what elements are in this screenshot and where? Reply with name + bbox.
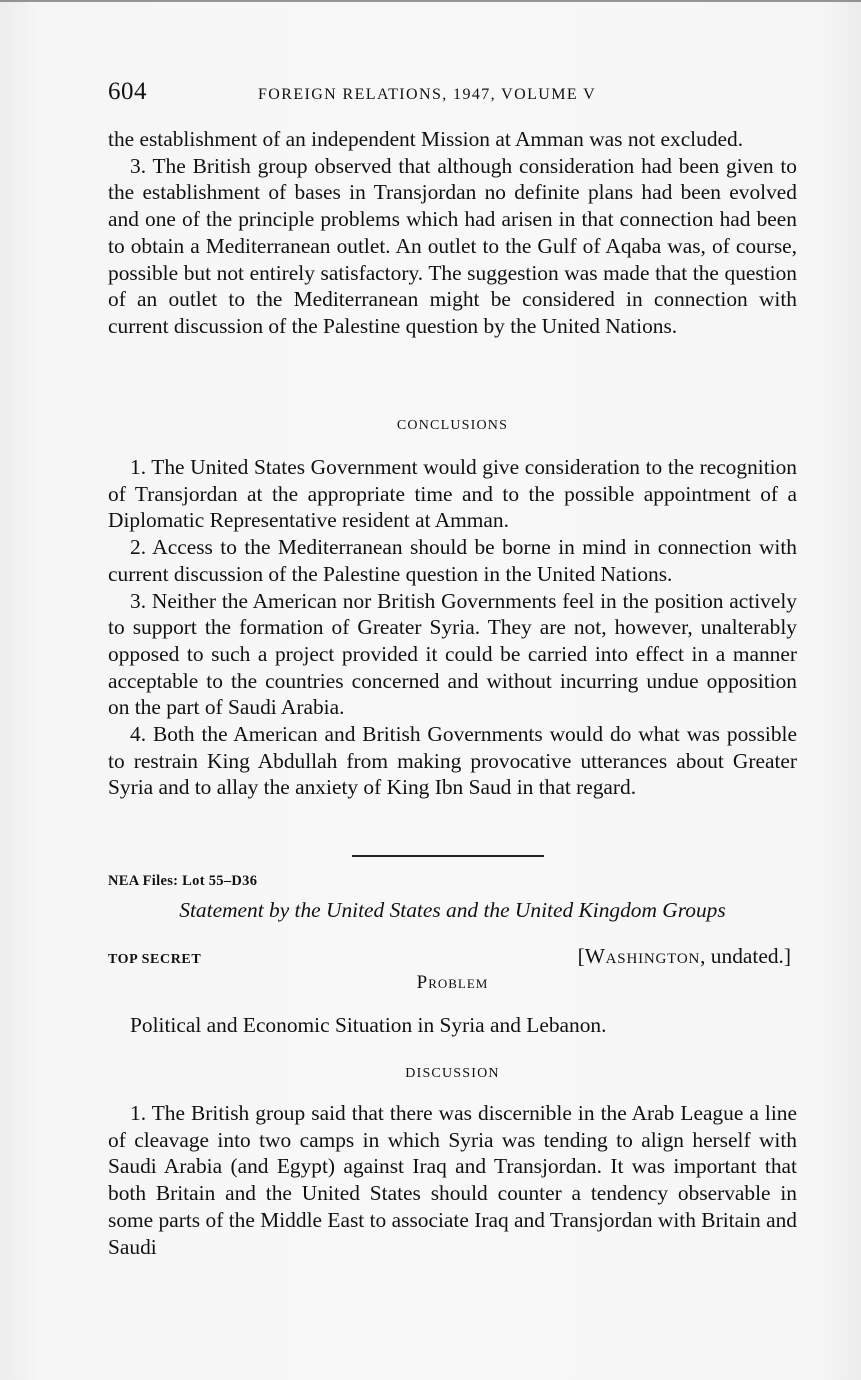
opening-section — [108, 126, 797, 340]
paragraph-3: 3. The British group observed that although consideration had been given to the establishment of bases in Transjordan no definite plans had been evolved and one of the principle problems which had arisen in that connection had been to obtain a Mediterranean outlet. An outlet to the Gulf of Aqaba was, of course, possible but not entirely satisfactory. The suggestion was made that the question of an outlet to the Mediterranean might be considered in connection with current discussion of the Palestine question by the United Nations. — [108, 153, 797, 338]
discussion-heading: DISCUSSION — [405, 1066, 500, 1081]
problem-text: Political and Economic Situation in Syria and Lebanon. — [130, 1013, 607, 1037]
dateline-open: [ — [577, 944, 585, 968]
problem-heading: Problem — [416, 972, 489, 993]
classification-label: TOP SECRET — [108, 952, 202, 967]
continuation-paragraph: the establishment of an independent Mission at Amman was not excluded. — [108, 127, 744, 151]
discussion-paragraph-1: 1. The British group said that there was discernible in the Arab League a line of cleavage into two camps in which Syria was tending to align herself with Saudi Arabia (and Egypt) against Iraq and Transjordan. It was important that both Britain and the United States should counter a tendency observable in some parts of the Middle East to associate Iraq and Transjordan with Britain and Saudi — [108, 1101, 797, 1259]
discussion-section — [108, 1100, 797, 1260]
section-divider — [352, 855, 544, 857]
conclusion-item-4: 4. Both the American and British Governments would do what was possible to restrain King Abdullah from making provocative utterances about Greater Syria and to allay the anxiety of King Ibn Saud in that regard. — [108, 722, 797, 800]
top-edge-rule — [0, 0, 861, 2]
running-title: FOREIGN RELATIONS, 1947, VOLUME V — [258, 86, 597, 103]
dateline-rest: , undated.] — [700, 944, 791, 968]
statement-title: Statement by the United States and the United Kingdom Groups — [179, 898, 726, 922]
running-head — [108, 78, 798, 108]
page-number: 604 — [108, 78, 147, 105]
conclusions-list — [108, 454, 797, 801]
conclusion-item-2: 2. Access to the Mediterranean should be borne in mind in connection with current discussion of the Palestine question in the United Nations. — [108, 535, 797, 586]
dateline — [578, 944, 791, 969]
file-reference: NEA Files: Lot 55–D36 — [108, 873, 258, 889]
problem-section — [108, 1012, 797, 1039]
conclusion-item-1: 1. The United States Government would give consideration to the recognition of Transjordan at the appropriate time and to the possible appointment of a Diplomatic Representative resident at Amman. — [108, 455, 797, 533]
conclusion-item-3: 3. Neither the American nor British Governments feel in the position actively to support the formation of Greater Syria. They are not, however, unalterably opposed to such a project provided it could be carried into effect in a manner acceptable to the countries concerned and without incurring undue opposition on the part of Saudi Arabia. — [108, 588, 797, 720]
conclusions-heading: CONCLUSIONS — [396, 418, 509, 433]
dateline-place: Washington — [584, 944, 701, 968]
